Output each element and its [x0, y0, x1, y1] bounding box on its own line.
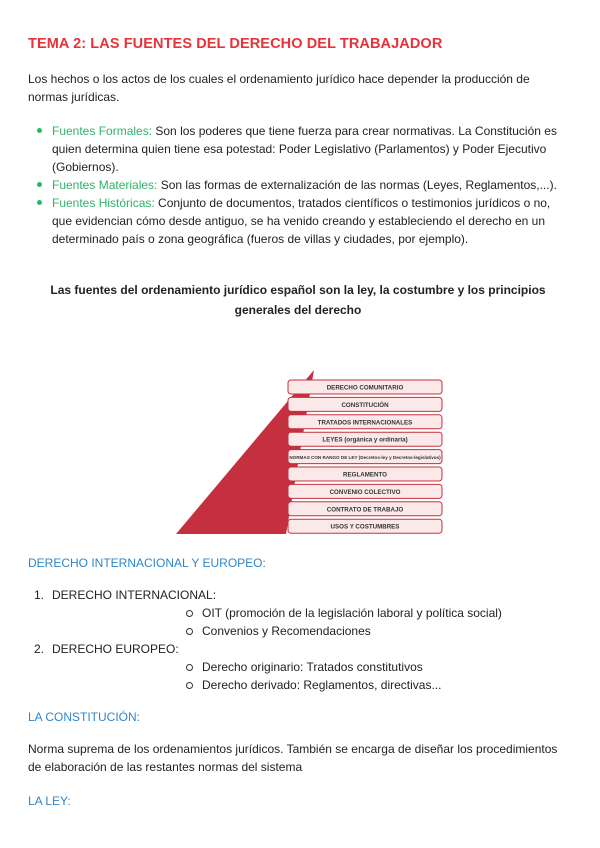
intro-paragraph: Los hechos o los actos de los cuales el ordenamiento jurídico hace depender la producción de normas jurídicas. [28, 72, 530, 104]
circle-bullet-icon [186, 682, 193, 689]
hierarchy-pyramid [176, 362, 446, 534]
sub-list-item [52, 676, 568, 694]
pyramid-level-label: CONTRATO DE TRABAJO [326, 506, 404, 514]
sub-item-text: Convenios y Recomendaciones [202, 624, 371, 638]
item-label: DERECHO EUROPEO: [52, 642, 179, 656]
constitution-paragraph: Norma suprema de los ordenamientos jurídicos. También se encarga de diseñar los procedimientos de elaboración de las restantes normas del sistema [28, 742, 558, 774]
bullet-icon [37, 200, 42, 205]
bullet-text: Conjunto de documentos, tratados científicos o testimonios jurídicos o no, que evidencian cómo desde antiguo, se ha venido creando y estableciendo el derecho en un determinado país o zona geográfica (fueros de villas y ciudades, por ejemplo). [52, 196, 551, 246]
page-title: TEMA 2: LAS FUENTES DEL DERECHO DEL TRABAJADOR [28, 36, 443, 52]
sub-list-item [52, 658, 568, 676]
sub-item-text: Derecho originario: Tratados constitutivos [202, 660, 423, 674]
section-title-law: LA LEY: [28, 794, 71, 808]
sub-list-item [52, 604, 568, 622]
bullet-term: Fuentes Formales: [52, 124, 153, 138]
list-item [28, 640, 568, 694]
bullet-icon [37, 128, 42, 133]
law-types-list [28, 586, 568, 694]
sub-list [52, 658, 568, 694]
item-number: 2. [34, 642, 45, 656]
pyramid-level-label: DERECHO COMUNITARIO [326, 384, 404, 392]
item-number: 1. [34, 588, 45, 602]
section-title-international: DERECHO INTERNACIONAL Y EUROPEO: [28, 556, 266, 570]
circle-bullet-icon [186, 664, 193, 671]
list-item [28, 176, 568, 194]
pyramid-level-label: CONSTITUCIÓN [341, 401, 389, 409]
pyramid-graphic [176, 362, 446, 534]
bullet-term: Fuentes Materiales: [52, 178, 158, 192]
list-item [28, 194, 568, 248]
pyramid-level-label: NORMAS CON RANGO DE LEY (Decretos-ley y Decretos-legislativos) [289, 455, 441, 461]
pyramid-level-label: TRATADOS INTERNACIONALES [317, 419, 413, 427]
pyramid-level-label: LEYES (orgánica y ordinaria) [322, 436, 408, 444]
sources-list [28, 122, 568, 248]
pyramid-level-label: CONVENIO COLECTIVO [329, 488, 401, 496]
bullet-term: Fuentes Históricas: [52, 196, 155, 210]
sub-item-text: Derecho derivado: Reglamentos, directivas... [202, 678, 442, 692]
item-label: DERECHO INTERNACIONAL: [52, 588, 217, 602]
bullet-icon [37, 182, 42, 187]
list-item [28, 586, 568, 640]
sources-statement: Las fuentes del ordenamiento jurídico español son la ley, la costumbre y los principios generales del derecho [50, 283, 546, 317]
pyramid-level-label: USOS Y COSTUMBRES [330, 523, 400, 531]
list-item [28, 122, 568, 176]
sub-item-text: OIT (promoción de la legislación laboral y política social) [202, 606, 502, 620]
pyramid-level-label: REGLAMENTO [343, 471, 387, 479]
sub-list-item [52, 622, 568, 640]
section-title-constitution: LA CONSTITUCIÓN: [28, 710, 141, 724]
circle-bullet-icon [186, 628, 193, 635]
sub-list [52, 604, 568, 640]
bullet-text: Son las formas de externalización de las normas (Leyes, Reglamentos,...). [157, 178, 557, 192]
bullet-text: Son los poderes que tiene fuerza para crear normativas. La Constitución es quien determina quien tiene esa potestad: Poder Legislativo (Parlamentos) y Poder Ejecutivo (Gobiernos). [52, 124, 557, 174]
circle-bullet-icon [186, 610, 193, 617]
